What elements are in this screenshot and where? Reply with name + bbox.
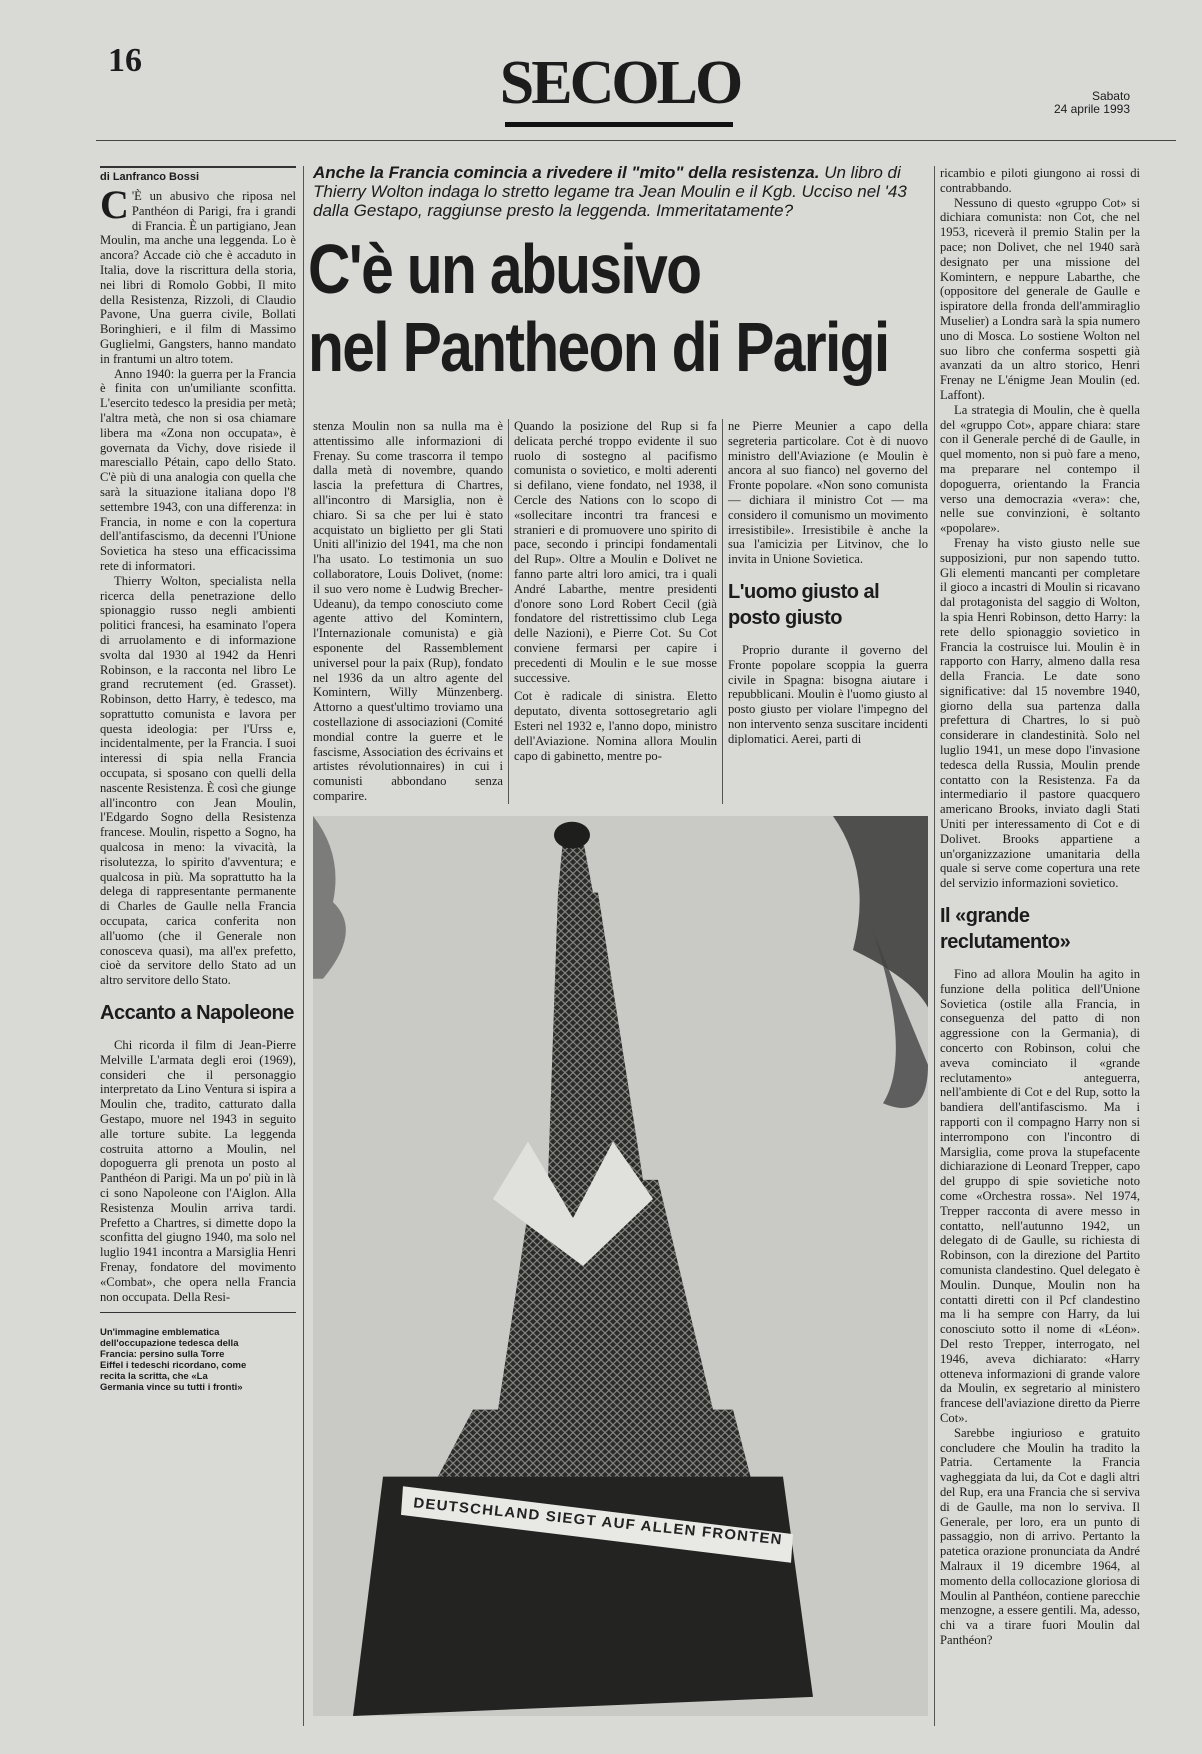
paragraph: 'È un abusivo che riposa nel Panthéon di Parigi, fra i grandi di Francia. È un partigiano, Jean Moulin, ma anche una leggenda. Lo è ancora? Accade ciò che è accaduto in Italia, dove la riscrittura della storia, nei libri di Romolo Gobbi, Il mito della Resistenza, Rizzoli, di Claudio Pavone, Una guerra civile, Bollati Boringhieri, e il film di Massimo Guglielmi, Gangsters, hanno mandato in frantumi un altro totem. xyxy=(100,189,296,366)
date-day: Sabato xyxy=(1091,89,1130,103)
newspaper-logo: SECOLO xyxy=(499,49,741,117)
middle-block xyxy=(313,419,928,1716)
paragraph: ricambio e piloti giungono ai rossi di contrabbando. xyxy=(940,166,1140,195)
paragraph: ne Pierre Meunier a capo della segreteria particolare. Cot è di nuovo ministro dell'Aviazione (e Moulin è ancora al suo fianco) nel governo del Fronte popolare. «Non sono comunista — dichiara il ministro Cot — ma considero il comunismo un movimento irresistibile». Irresistibile è anche la sua l'amicizia per Litvinov, che lo invita in Unione Sovietica. xyxy=(728,419,928,567)
headline-line-2: nel Pantheon di Parigi xyxy=(308,308,889,386)
photo-banner-text: DEUTSCHLAND SIEGT AUF ALLEN FRONTEN xyxy=(412,1495,783,1548)
paragraph: Proprio durante il governo del Fronte popolare scoppia la guerra civile in Spagna: bisogna aiutare i repubblicani. Moulin è l'uomo giusto al posto giusto per violare l'impegno del non intervento senza suscitare incidenti diplomatici. Aerei, parti di xyxy=(728,642,928,746)
headline xyxy=(308,230,928,386)
eiffel-tower-photo xyxy=(313,816,928,1716)
page-number: 16 xyxy=(108,42,142,79)
eiffel-tower-illustration xyxy=(313,816,928,1716)
subheading-uomo-giusto: L'uomo giusto al posto giusto xyxy=(728,580,880,629)
deck-lead: Anche la Francia comincia a rivedere il "mito" della resistenza. xyxy=(313,163,820,182)
column-rule xyxy=(722,419,723,804)
drop-cap: C xyxy=(100,182,129,227)
headline-line-1: C'è un abusivo xyxy=(308,230,701,308)
paragraph: Frenay ha visto giusto nelle sue supposizioni, pur non sapendo tutto. Gli elementi mancanti per completare il gioco a incastri di Moulin si ricavano dal protagonista del saggio di Wolton, la spia Henri Robinson, detto Harry: la rete dello spionaggio sovietico in Francia la costruisce lui. Moulin è in rapporto con Harry, almeno dalla resa della Francia. Le date sono significative: dal 15 novembre 1940, giorno della sua partenza dalla prefettura di Chartres, lo si può considerare in clandestinità. Solo nel luglio 1941, un mese dopo l'invasione tedesca della Russia, Moulin prende contatto con la Resistenza. Fa da intermediario il pastore quacquero americano Brooks, inviato dagli Stati Uniti per interessamento di Cot e di Dolivet. Brooks appartiene a un'organizzazione umanitaria della quale si serve come copertura una rete del servizio informazioni sovietico. xyxy=(940,535,1140,891)
paragraph: Quando la posizione del Rup si fa delicata perché troppo evidente il suo ruolo di sostegno al pacifismo comunista o sovietico, e molti aderenti si defilano, viene fondato, nel 1938, il Cercle des Nations con lo scopo di «sollecitare incontri tra francesi e stranieri e di promuovere uno spirito di pace, secondo i principi fondamentali del Rup». Oltre a Moulin e Dolivet ne fanno parte altri loro amici, tra i quali André Labarthe, mentre presidenti d'onore sono Lord Robert Cecil (già fondatore del ristrettissimo club Lega delle Nazioni), e Pierre Cot. Su Cot conviene fermarsi per capire i precedenti di Moulin e le sue mosse successive. xyxy=(514,419,717,685)
paragraph: Sarebbe ingiurioso e gratuito concludere che Moulin ha tradito la Patria. Certamente la Francia vagheggiata da lui, da Cot e dagli altri del Rup, era una Francia che si serviva di de Gaulle, ma non lo serviva. Il Generale, per loro, era un punto di passaggio, non di arrivo. Pertanto la patetica orazione pronunciata da André Malraux il 19 dicembre 1964, al momento della collocazione gloriosa di Moulin al Panthéon, contiene parecchie menzogne, a essere gentili. Ma, adesso, chi va a tirare fuori Moulin dal Panthéon? xyxy=(940,1425,1140,1647)
issue-date xyxy=(1010,90,1130,116)
article-deck xyxy=(313,163,928,220)
date-value: 24 aprile 1993 xyxy=(1053,102,1130,116)
header-divider xyxy=(96,140,1176,141)
column-1 xyxy=(100,166,296,1393)
column-2 xyxy=(313,419,503,804)
paragraph: Chi ricorda il film di Jean-Pierre Melville L'armata degli eroi (1969), consideri che il personaggio interpretato da Lino Ventura si ispira a Moulin che, tradito, catturato dalla Gestapo, muore nel 1943 in seguito alle torture subite. La leggenda costruita attorno a Moulin, nel dopoguerra gli prenota un posto al Panthéon di Parigi. Ma un po' più in là ci sono Napoleone con l'Aiglon. Alla Resistenza Moulin arriva tardi. Prefetto a Chartres, si dimette dopo la sconfitta del giugno 1940, ma solo nel luglio 1941 incontra a Marsiglia Henri Frenay, fondatore del movimento «Combat», che opera nella Francia non occupata. Della Resi- xyxy=(100,1038,296,1304)
column-4 xyxy=(728,419,928,747)
deck-text: Un libro di Thierry Wolton indaga lo stretto legame tra Jean Moulin e il Kgb. Ucciso nel '43 dalla Gestapo, raggiunse presto la leggenda. Immeritatamente? xyxy=(313,163,907,220)
paragraph: Cot è radicale di sinistra. Eletto deputato, diventa sottosegretario agli Esteri nel 1932 e, l'anno dopo, ministro dell'Aviazione. Nomina allora Moulin capo di gabinetto, mentre po- xyxy=(514,689,717,763)
subheading-accanto: Accanto a Napoleone xyxy=(100,1002,294,1025)
paragraph: stenza Moulin non sa nulla ma è attentissimo alle informazioni di Frenay. Su come trascorra il tempo dalla metà di novembre, quando lascia la prefettura di Chartres, all'incontro di Marsiglia, non è chiaro. Si sa che per lui è stato acquistato un biglietto per gli Stati Uniti all'inizio del 1941, ma che non l'ha usato. Lo testimonia un suo collaboratore, Louis Dolivet, (nome: il suo vero nome è Ludwig Brecher-Udeanu), da tempo conosciuto come agente attivo del Komintern, l'Internazionale comunista) e già esponente del Rassemblement universel pour la paix (Rup), fondato nel 1936 da un altro agente del Komintern, Willy Münzenberg. Attorno a quest'ultimo troviamo una costellazione di associazioni (Comité mondial contre la guerre et le fascisme, Association des écrivains et artistes révolutionnaires) in cui i comunisti abbondano senza comparire. xyxy=(313,419,503,803)
paragraph: Thierry Wolton, specialista nella ricerca della penetrazione dello spionaggio russo negli ambienti politici francesi, ha esaminato l'opera di arruolamento e di informazione svolta dal 1930 al 1942 da Henri Robinson, e la racconta nel libro Le grand recrutement (ed. Grasset). Robinson, detto Harry, è tedesco, ma soprattutto comunista e lavora per questa ideologia: per l'Urss e, incidentalmente, per la Francia. I suoi interessi di spia nella Francia occupata, si sposano con quelli della nascente Resistenza. È così che giunge all'incontro con Jean Moulin, l'Edgardo Sogno della Resistenza francese. Moulin, rispetto a Sogno, ha qualcosa in meno: la vivacità, la risolutezza, lo spirito d'avventura; e qualcosa in più. Ma soprattutto ha la delega di rappresentante permanente di Charles de Gaulle nella Francia occupata, carica conferita non all'uomo (che il Generale non conosceva quasi), ma all'ex prefetto, cioè da servitore dello Stato ad un altro servitore dello Stato. xyxy=(100,573,296,988)
photo-caption: Un'immagine emblematica dell'occupazione tedesca della Francia: persino sulla Torre Eiffel i tedeschi ricordano, come recita la scritta, che «La Germania vince su tutti i fronti» xyxy=(100,1327,247,1394)
paragraph: Fino ad allora Moulin ha agito in funzione della politica dell'Unione Sovietica (ostile alla Francia, in conseguenza del patto di non aggressione con la Germania), di concerto con Robinson, colui che aveva cominciato il «grande reclutamento» anteguerra, nell'ambiente di Cot e del Rup, sotto la bandiera dell'antifascismo. Ma i rapporti con il compagno Harry non si interrompono con l'incontro di Marsiglia, come prova la stupefacente dichiarazione di Leonard Trepper, capo del gruppo di spie sovietiche noto come «Orchestra rossa». Nel 1974, Trepper racconta di avere messo in contatto, nell'autunno 1942, un delegato di de Gaulle, su richiesta di Robinson, con la direzione del Partito comunista clandestino. Quel delegato è Moulin. Dunque, Moulin non ha contatti diretti con il Pcf clandestino ma li ha sempre con Harry, da lui conosciuto sotto il nome di «Léon». Del resto Trepper, interrogato, nel 1946, aveva dichiarato: «Harry otteneva informazioni di grande valore da Moulin, ex segretario al ministero francese dell'aviazione diretto da Pierre Cot». xyxy=(940,967,1140,1425)
column-3 xyxy=(514,419,717,763)
column-rule xyxy=(934,166,935,1726)
column-rule xyxy=(508,419,509,804)
column-rule xyxy=(303,166,304,1726)
paragraph: Anno 1940: la guerra per la Francia è finita con un'umiliante sconfitta. L'esercito tedesco la presidia per metà; l'altra metà, che non si osa chiamare libera ma «Zona non occupata», è governata da Vichy, dove risiede il maresciallo Pétain, capo dello Stato. C'è più di una analogia con quella che sarà la situazione italiana dopo l'8 settembre 1943, con una differenza: in Francia, in nome e con la copertura dell'antifascismo, da decenni l'Unione Sovietica ha steso una efficacissima rete di informatori. xyxy=(100,366,296,573)
column-end-rule xyxy=(100,1312,296,1313)
byline: di Lanfranco Bossi xyxy=(100,166,296,183)
logo-rule xyxy=(505,122,733,127)
paragraph: Nessuno di questo «gruppo Cot» si dichiara comunista: non Cot, che nel 1953, riceverà il premio Stalin per la pace; non Dolivet, che nel 1940 sarà designato per una missione del Komintern, e neppure Labarthe, che (oppositore del generale de Gaulle e ispiratore della fronda dell'ammiraglio Muselier) a Londra sarà la spia numero uno di Mosca. Lo sostiene Wolton nel suo libro che conferma sospetti già avanzati da un altro storico, Henri Frenay ne L'énigme Jean Moulin (ed. Laffont). xyxy=(940,195,1140,402)
middle-columns xyxy=(313,419,928,804)
column-5 xyxy=(940,166,1140,1648)
subheading-grande-reclutamento: Il «grande reclutamento» xyxy=(940,905,1071,954)
paragraph: La strategia di Moulin, che è quella del «gruppo Cot», appare chiara: stare con il Generale perché di de Gaulle, in quel momento, non si può fare a meno, ma preparare nel contempo il dopoguerra, orientando la Francia verso una democrazia «vera»: che, nelle sue convinzioni, è soltanto «popolare». xyxy=(940,402,1140,536)
